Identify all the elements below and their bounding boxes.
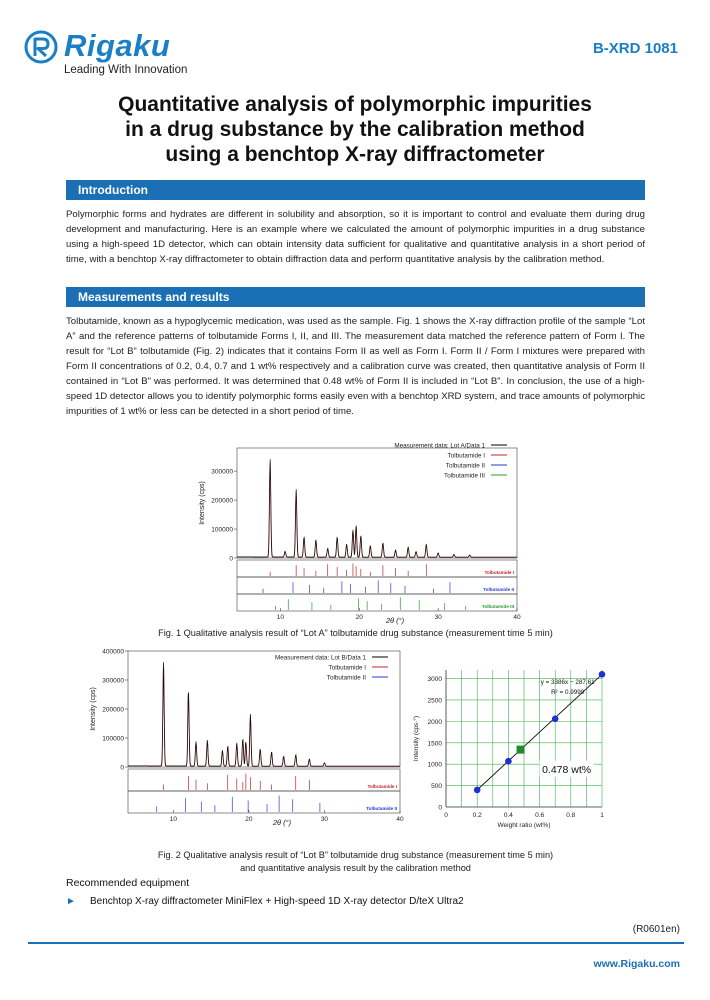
lot-b-data-point [517, 746, 525, 754]
y-tick-label: 2000 [427, 718, 442, 726]
legend-label: Measurement data: Lot B/Data 1 [274, 654, 366, 662]
x-tick-label: 0.8 [566, 812, 576, 819]
x-axis-label: 2θ (°) [272, 818, 292, 827]
figure-2-caption [66, 849, 645, 875]
standard-data-point [505, 758, 512, 765]
y-axis-label: Intensity (cps) [90, 687, 97, 731]
y-tick-label: 100000 [211, 526, 233, 534]
x-axis-label: Weight ratio (wt%) [497, 822, 551, 829]
y-tick-label: 0 [438, 804, 442, 812]
y-tick-label: 300000 [211, 468, 233, 476]
figure-1-caption: Fig. 1 Qualitative analysis result of “Lot A” tolbutamide drug substance (measurement time 5 min) [158, 628, 553, 638]
y-tick-label: 0 [229, 555, 233, 563]
x-tick-label: 20 [355, 614, 363, 621]
y-tick-label: 100000 [102, 735, 124, 743]
brand-name: Rigaku [64, 28, 171, 63]
recommended-equipment-item [66, 896, 464, 907]
x-tick-label: 0 [444, 812, 448, 819]
reference-panel-label: Tolbutamide III [481, 604, 514, 609]
y-tick-label: 200000 [211, 497, 233, 505]
reference-panel-label: Tolbutamide I [367, 784, 397, 789]
rigaku-logo-icon [24, 30, 58, 64]
brand-tagline: Leading With Innovation [64, 64, 188, 76]
y-axis-label: Intensity (cps·°) [413, 715, 420, 762]
legend-label: Tolbutamide I [328, 664, 366, 672]
legend-label: Tolbutamide II [445, 462, 485, 470]
x-tick-label: 30 [320, 816, 329, 823]
figure-2-caption-line-2: and quantitative analysis result by the calibration method [240, 863, 471, 873]
x-tick-label: 10 [169, 816, 177, 823]
x-tick-label: 1 [600, 812, 604, 819]
y-tick-label: 2500 [427, 697, 442, 705]
figure-1-chart [185, 436, 525, 626]
reference-panel-label: Tolbutamide II [366, 806, 397, 811]
measurements-heading: Measurements and results [66, 287, 645, 307]
standard-data-point [552, 716, 559, 723]
report-code: (R0601en) [632, 924, 680, 935]
x-tick-label: 0.2 [472, 812, 482, 819]
r-squared-label: R² = 0.9999 [551, 688, 585, 696]
x-tick-label: 20 [245, 816, 253, 823]
reference-panel-frame [128, 791, 400, 813]
title-line-3: using a benchtop X-ray diffractometer [165, 143, 545, 166]
introduction-heading: Introduction [66, 180, 645, 200]
legend-label: Measurement data: Lot A/Data 1 [394, 442, 485, 450]
document-id: B-XRD 1081 [592, 40, 678, 57]
reference-panel-frame [237, 560, 517, 577]
figure-2-calibration-chart [396, 660, 616, 835]
x-tick-label: 0.4 [503, 812, 513, 819]
x-tick-label: 10 [276, 614, 284, 621]
y-tick-label: 1500 [427, 740, 442, 748]
x-tick-label: 0.6 [535, 812, 545, 819]
reference-panel-label: Tolbutamide II [483, 587, 514, 592]
y-tick-label: 1000 [427, 761, 442, 769]
y-tick-label: 3000 [427, 676, 442, 684]
figure-2-diffraction-chart [84, 645, 404, 835]
y-tick-label: 200000 [102, 706, 124, 714]
reference-panel-label: Tolbutamide I [484, 570, 514, 575]
y-tick-label: 500 [431, 783, 442, 791]
y-axis-label: Intensity (cps) [199, 481, 206, 525]
y-tick-label: 0 [120, 764, 124, 772]
legend-label: Tolbutamide III [444, 472, 485, 480]
footer-website-link[interactable]: www.Rigaku.com [593, 958, 680, 970]
figure-2-caption-line-1: Fig. 2 Qualitative analysis result of “Lot B” tolbutamide drug substance (measurement time 5 min) [157, 850, 554, 860]
reference-panel-frame [128, 769, 400, 791]
recommended-equipment-heading: Recommended equipment [66, 877, 190, 889]
y-tick-label: 300000 [102, 677, 124, 685]
footer-divider [28, 942, 684, 944]
x-tick-label: 40 [396, 816, 404, 823]
standard-data-point [474, 787, 481, 794]
title-line-1: Quantitative analysis of polymorphic impurities [118, 93, 592, 116]
legend-label: Tolbutamide II [326, 674, 366, 682]
recommended-equipment-text: Benchtop X-ray diffractometer MiniFlex + High-speed 1D X-ray detector D/teX Ultra2 [90, 896, 464, 907]
reference-panel-frame [237, 577, 517, 594]
page-title [40, 92, 670, 167]
y-tick-label: 400000 [102, 648, 124, 656]
introduction-text: Polymorphic forms and hydrates are different in solubility and absorption, so it is important to control and evaluate them during drug development and manufacturing. Here is an example where we calculated the amount of polymorphic impurities in a drug substance using a high-speed 1D detector, which can obtain intensity data sufficient for qualitative and quantitative analysis in a short period of time, with a benchtop X-ray diffractometer to obtain diffraction data and perform quantitative analysis by the calibration method. [66, 209, 645, 265]
measurements-text: Tolbutamide, known as a hypoglycemic medication, was used as the sample. Fig. 1 shows the X-ray diffraction profile of the sample “Lot A” and the reference patterns of tolbutamide Forms I, II, and III. The measurement data matched the reference pattern of Form I. The result for “Lot B” tolbutamide (Fig. 2) indicates that it contains Form II as well as Form I. Form II / Form I mixtures were prepared with Form II concentrations of 0.2, 0.4, 0.7 and 1 wt% respectively and a calibration curve was created, then quantitative analysis of Form II contained in “Lot B” was performed. It was determined that 0.48 wt% of Form II is included in “Lot B”. In conclusion, the use of a high-speed 1D detector allows you to identify polymorphic forms easily even with a benchtop XRD system, and trace amounts of polymorphic impurities of 1 wt% or less can be detected in a short period of time. [66, 316, 645, 417]
x-tick-label: 40 [513, 614, 521, 621]
legend-label: Tolbutamide I [447, 452, 485, 460]
bullet-arrow-icon: ► [66, 896, 76, 907]
fit-equation-label: y = 3386x − 287.61 [540, 679, 595, 687]
x-tick-label: 30 [434, 614, 442, 621]
result-label: 0.478 wt% [542, 763, 592, 776]
reference-panel-frame [237, 594, 517, 611]
x-axis-label: 2θ (°) [385, 616, 405, 625]
title-line-2: in a drug substance by the calibration method [125, 118, 585, 141]
standard-data-point [599, 671, 606, 678]
